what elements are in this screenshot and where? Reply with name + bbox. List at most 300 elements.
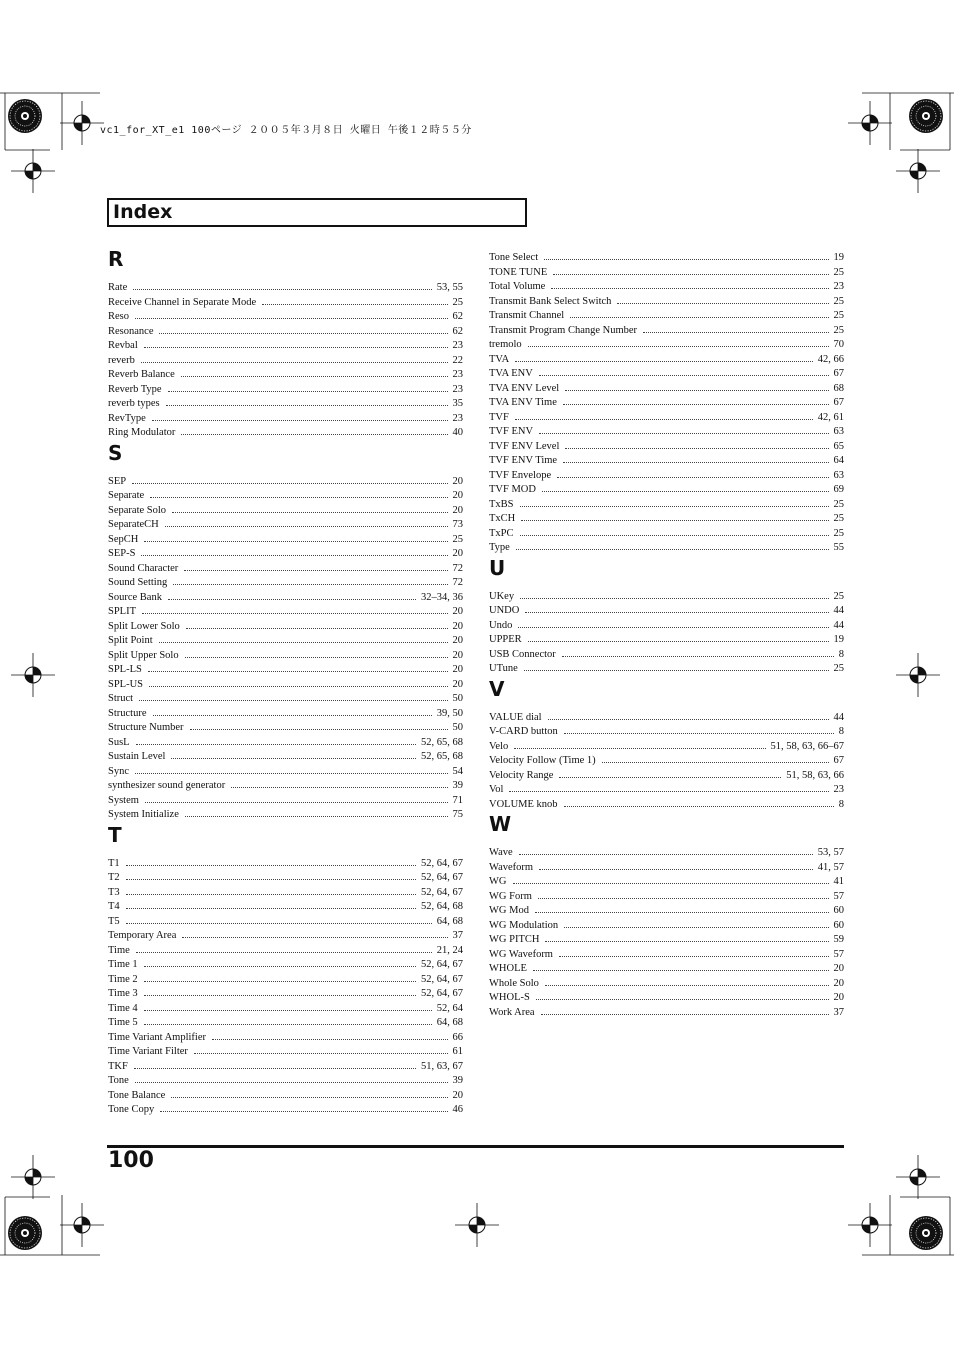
index-term: Time 1 [108, 959, 138, 970]
index-entry [489, 393, 844, 408]
leader-dots [541, 1003, 829, 1015]
page-reference: 52, 64, 67 [421, 959, 463, 970]
page-number: 100 [108, 1148, 154, 1173]
page-reference: 20 [452, 490, 463, 501]
index-entry [108, 791, 463, 806]
index-term: Total Volume [489, 281, 546, 292]
index-term: VOLUME knob [489, 798, 558, 810]
index-entry [108, 278, 463, 293]
page-reference: 25 [833, 590, 844, 602]
index-term: Vol [489, 784, 504, 795]
index-entry [489, 495, 844, 510]
index-entry [489, 751, 844, 766]
index-term: UNDO [489, 605, 520, 616]
page-reference: 20 [452, 475, 463, 487]
page-reference: 23 [452, 412, 463, 424]
leader-dots [513, 872, 829, 884]
index-term: SPL-US [108, 678, 144, 690]
leader-dots [148, 660, 448, 672]
index-entry [489, 451, 844, 466]
index-column-right [489, 244, 844, 1017]
page-reference: 8 [838, 648, 844, 660]
index-entry [108, 617, 463, 632]
leader-dots [525, 601, 828, 613]
index-entry [108, 365, 463, 380]
leader-dots [548, 708, 829, 720]
leader-dots [553, 263, 828, 275]
index-entry [489, 901, 844, 916]
page-reference: 25 [833, 295, 844, 307]
index-term: UTune [489, 663, 518, 674]
index-term: Time 4 [108, 1002, 138, 1014]
index-term: SEP [108, 475, 127, 487]
index-term: T2 [108, 872, 120, 883]
index-term: Tone Copy [108, 1104, 155, 1115]
page-reference: 21, 24 [436, 944, 463, 956]
leader-dots [144, 984, 416, 996]
index-term: USB Connector [489, 648, 556, 660]
page-reference: 20 [452, 620, 463, 632]
index-term: TxCH [489, 513, 516, 524]
leader-dots [521, 509, 828, 521]
index-column-left [108, 244, 463, 1115]
leader-dots [557, 466, 828, 478]
index-term: Velo [489, 740, 509, 752]
leader-dots [231, 776, 447, 788]
index-entry [489, 524, 844, 539]
page-reference: 52, 64 [436, 1002, 463, 1014]
index-term: TxBS [489, 498, 514, 510]
page-reference: 22 [452, 354, 463, 366]
index-term: Resonance [108, 325, 154, 337]
page-reference: 50 [452, 693, 463, 704]
index-entry [489, 379, 844, 394]
index-entry [489, 780, 844, 795]
leader-dots [528, 335, 829, 347]
index-term: Wave [489, 847, 513, 858]
page-reference: 60 [833, 905, 844, 916]
index-entry [108, 501, 463, 516]
leader-dots [144, 336, 448, 348]
page-reference: 72 [452, 562, 463, 574]
leader-dots [570, 306, 828, 318]
leader-dots [542, 480, 829, 492]
index-term: Time 2 [108, 973, 138, 985]
leader-dots [144, 955, 416, 967]
page-reference: 67 [833, 755, 844, 766]
leader-dots [171, 747, 416, 759]
index-term: Ring Modulator [108, 427, 176, 438]
index-entry [108, 868, 463, 883]
footer-rule [107, 1145, 844, 1148]
leader-dots [516, 538, 829, 550]
page-reference: 51, 58, 63, 66 [786, 769, 844, 781]
leader-dots [643, 321, 828, 333]
leader-dots [135, 762, 448, 774]
leader-dots [153, 704, 432, 716]
page-reference: 20 [452, 504, 463, 516]
page-reference: 71 [452, 794, 463, 806]
page-reference: 25 [833, 310, 844, 321]
index-section [108, 246, 463, 438]
index-section [489, 555, 844, 674]
page-reference: 64, 68 [436, 1017, 463, 1028]
page-reference: 52, 64, 68 [421, 901, 463, 912]
index-term: Time 3 [108, 988, 138, 999]
leader-dots [159, 322, 447, 334]
index-entry [489, 422, 844, 437]
index-term: tremolo [489, 339, 522, 350]
leader-dots [617, 292, 828, 304]
index-term: Sound Setting [108, 577, 168, 588]
entry-list [108, 854, 463, 1115]
leader-dots [539, 364, 829, 376]
page-reference: 57 [833, 948, 844, 960]
page-reference: 42, 61 [817, 411, 844, 423]
page-reference: 20 [833, 963, 844, 974]
index-entry [108, 394, 463, 409]
index-entry [489, 321, 844, 336]
index-entry [108, 573, 463, 588]
leader-dots [519, 843, 813, 855]
index-entry [489, 887, 844, 902]
leader-dots [212, 1028, 448, 1040]
leader-dots [559, 945, 829, 957]
index-entry [108, 776, 463, 791]
page-reference: 41 [833, 876, 844, 887]
leader-dots [132, 472, 447, 484]
leader-dots [544, 248, 828, 260]
index-term: WG Form [489, 890, 532, 902]
entry-list [489, 587, 844, 674]
leader-dots [528, 630, 829, 642]
leader-dots [190, 718, 448, 730]
page-reference: 37 [452, 930, 463, 941]
index-entry [489, 872, 844, 887]
index-entry [489, 988, 844, 1003]
index-term: SPLIT [108, 606, 137, 617]
index-entry [489, 466, 844, 481]
leader-dots [185, 646, 448, 658]
page-reference: 20 [833, 992, 844, 1003]
index-term: TVF MOD [489, 484, 536, 495]
page-reference: 62 [452, 325, 463, 337]
index-term: Sound Character [108, 562, 179, 574]
print-slug: vc1_for_XT_e1 100ページ ２００５年３月８日 火曜日 午後１２時５５分 [100, 125, 472, 136]
index-term: TKF [108, 1060, 128, 1072]
index-term: TONE TUNE [489, 266, 548, 278]
index-term: TVA [489, 353, 510, 365]
section-letter: R [108, 247, 124, 271]
index-entry [489, 601, 844, 616]
index-term: Tone Balance [108, 1089, 166, 1101]
index-term: Reverb Type [108, 383, 162, 395]
index-entry [108, 704, 463, 719]
index-entry [108, 1042, 463, 1057]
leader-dots [520, 524, 829, 536]
leader-dots [182, 926, 447, 938]
page-reference: 20 [452, 606, 463, 617]
index-term: Sustain Level [108, 751, 166, 762]
leader-dots [139, 689, 447, 701]
index-section [108, 440, 463, 820]
index-term: Type [489, 542, 510, 553]
index-term: Sync [108, 765, 129, 777]
index-term: Structure Number [108, 722, 184, 733]
page-reference: 25 [833, 513, 844, 524]
index-entry [108, 926, 463, 941]
page-title: Index [113, 201, 173, 223]
leader-dots [565, 437, 828, 449]
leader-dots [563, 451, 828, 463]
page-reference: 52, 64, 67 [421, 872, 463, 883]
index-term: Time [108, 944, 130, 956]
index-section [108, 822, 463, 1115]
index-entry [108, 646, 463, 661]
entry-list [489, 708, 844, 810]
index-term: Transmit Bank Select Switch [489, 295, 612, 307]
index-term: WHOL-S [489, 992, 530, 1003]
page-reference: 42, 66 [817, 353, 844, 365]
index-term: Receive Channel in Separate Mode [108, 296, 257, 308]
leader-dots [136, 733, 416, 745]
leader-dots [159, 631, 448, 643]
index-entry [108, 530, 463, 545]
index-term: Revbal [108, 340, 138, 351]
page-reference: 40 [452, 427, 463, 438]
index-entry [108, 733, 463, 748]
page-reference: 23 [833, 281, 844, 292]
index-term: UKey [489, 590, 515, 602]
index-entry [489, 292, 844, 307]
index-entry [489, 1003, 844, 1018]
index-term: TVA ENV [489, 368, 533, 379]
index-entry [108, 1057, 463, 1072]
index-entry [489, 630, 844, 645]
index-term: TxPC [489, 527, 514, 539]
leader-dots [144, 1013, 432, 1025]
page-reference: 44 [833, 605, 844, 616]
index-entry [489, 916, 844, 931]
index-entry [108, 559, 463, 574]
page-reference: 46 [452, 1104, 463, 1115]
page-reference: 65 [833, 440, 844, 452]
page-reference: 54 [452, 765, 463, 777]
index-term: Tone [108, 1075, 129, 1086]
index-term: Struct [108, 693, 134, 704]
index-entry [489, 509, 844, 524]
index-term: TVF ENV Level [489, 440, 560, 452]
leader-dots [514, 737, 765, 749]
index-term: Velocity Follow (Time 1) [489, 755, 596, 766]
page-reference: 19 [833, 634, 844, 645]
leader-dots [559, 766, 781, 778]
index-term: T1 [108, 857, 120, 869]
page-reference: 53, 57 [817, 847, 844, 858]
index-term: TVF ENV [489, 426, 534, 437]
index-term: reverb types [108, 398, 160, 409]
leader-dots [565, 379, 828, 391]
index-entry [108, 762, 463, 777]
page-reference: 67 [833, 397, 844, 408]
page-reference: 20 [452, 548, 463, 559]
leader-dots [142, 602, 447, 614]
index-section [489, 811, 844, 1017]
index-term: Tone Select [489, 252, 539, 263]
index-term: Reso [108, 311, 129, 322]
leader-dots [520, 495, 829, 507]
index-entry [489, 766, 844, 781]
index-term: SepCH [108, 533, 139, 545]
index-entry [489, 645, 844, 660]
index-entry [489, 974, 844, 989]
leader-dots [165, 515, 448, 527]
index-entry [108, 912, 463, 927]
index-term: Whole Solo [489, 977, 539, 989]
page-reference: 20 [452, 1089, 463, 1101]
page-reference: 8 [838, 726, 844, 737]
index-entry [489, 959, 844, 974]
page-reference: 39, 50 [436, 707, 463, 719]
page-reference: 51, 63, 67 [421, 1060, 463, 1072]
index-term: SeparateCH [108, 519, 159, 530]
leader-dots [149, 675, 447, 687]
leader-dots [509, 780, 828, 792]
leader-dots [545, 930, 828, 942]
index-entry [489, 408, 844, 423]
page-reference: 50 [452, 722, 463, 733]
index-entry [108, 941, 463, 956]
entry-list [108, 278, 463, 438]
leader-dots [168, 380, 448, 392]
index-term: WG Modulation [489, 919, 559, 931]
index-entry [489, 437, 844, 452]
index-entry [489, 277, 844, 292]
leader-dots [166, 394, 448, 406]
page-reference: 39 [452, 780, 463, 791]
index-term: RevType [108, 412, 146, 424]
index-entry [108, 602, 463, 617]
index-title-box [107, 198, 527, 227]
page-reference: 63 [833, 426, 844, 437]
index-term: reverb [108, 354, 135, 366]
index-term: T5 [108, 915, 120, 927]
page-reference: 25 [833, 324, 844, 336]
index-entry [108, 293, 463, 308]
index-entry [489, 587, 844, 602]
page-reference: 32–34, 36 [421, 591, 463, 603]
index-entry [489, 364, 844, 379]
entry-list [489, 843, 844, 1017]
index-term: Source Bank [108, 591, 162, 603]
page-reference: 66 [452, 1031, 463, 1043]
page-reference: 64, 68 [436, 915, 463, 927]
leader-dots [136, 941, 432, 953]
index-entry [108, 322, 463, 337]
page-reference: 44 [833, 711, 844, 723]
index-entry [108, 689, 463, 704]
index-entry [108, 660, 463, 675]
index-term: Split Point [108, 635, 153, 646]
leader-dots [145, 791, 448, 803]
page-reference: 62 [452, 311, 463, 322]
leader-dots [144, 970, 416, 982]
page-reference: 20 [452, 649, 463, 661]
index-entry [108, 351, 463, 366]
index-entry [489, 659, 844, 674]
leader-dots [181, 423, 447, 435]
page-reference: 59 [833, 934, 844, 945]
index-entry [108, 486, 463, 501]
page-reference: 25 [452, 533, 463, 545]
index-term: Reverb Balance [108, 369, 175, 380]
leader-dots [152, 409, 448, 421]
page-reference: 44 [833, 619, 844, 631]
leader-dots [126, 854, 416, 866]
leader-dots [186, 617, 448, 629]
index-entry [108, 515, 463, 530]
page-reference: 73 [452, 519, 463, 530]
index-entry [489, 350, 844, 365]
section-letter: W [489, 812, 512, 836]
page-reference: 25 [452, 296, 463, 308]
section-letter: S [108, 440, 123, 465]
leader-dots [168, 588, 416, 600]
index-entry [489, 858, 844, 873]
leader-dots [564, 795, 834, 807]
index-term: Time Variant Amplifier [108, 1031, 206, 1043]
index-entry [108, 984, 463, 999]
index-term: UPPER [489, 634, 522, 645]
leader-dots [135, 1071, 448, 1083]
leader-dots [141, 351, 448, 363]
page-reference: 51, 58, 63, 66–67 [770, 740, 844, 752]
leader-dots [126, 912, 432, 924]
page-reference: 60 [833, 919, 844, 931]
index-entry [108, 999, 463, 1014]
index-entry [489, 795, 844, 810]
index-entry [108, 307, 463, 322]
index-entry [108, 380, 463, 395]
index-entry [489, 722, 844, 737]
leader-dots [539, 858, 813, 870]
page-reference: 20 [452, 635, 463, 646]
leader-dots [171, 1086, 447, 1098]
leader-dots [524, 659, 829, 671]
page-reference: 39 [452, 1075, 463, 1086]
page-reference: 23 [833, 784, 844, 795]
page-reference: 52, 64, 67 [421, 973, 463, 985]
index-entry [489, 306, 844, 321]
index-entry [108, 544, 463, 559]
section-letter: U [489, 555, 506, 580]
index-entry [108, 883, 463, 898]
leader-dots [515, 350, 813, 362]
leader-dots [160, 1100, 447, 1112]
section-letter: T [108, 822, 122, 847]
index-term: WG Mod [489, 905, 529, 916]
leader-dots [126, 868, 416, 880]
page-reference: 20 [452, 678, 463, 690]
index-entry [108, 854, 463, 869]
index-entry [489, 263, 844, 278]
leader-dots [172, 501, 447, 513]
page-reference: 72 [452, 577, 463, 588]
leader-dots [133, 278, 432, 290]
leader-dots [181, 365, 448, 377]
page-reference: 23 [452, 340, 463, 351]
index-entry [489, 843, 844, 858]
